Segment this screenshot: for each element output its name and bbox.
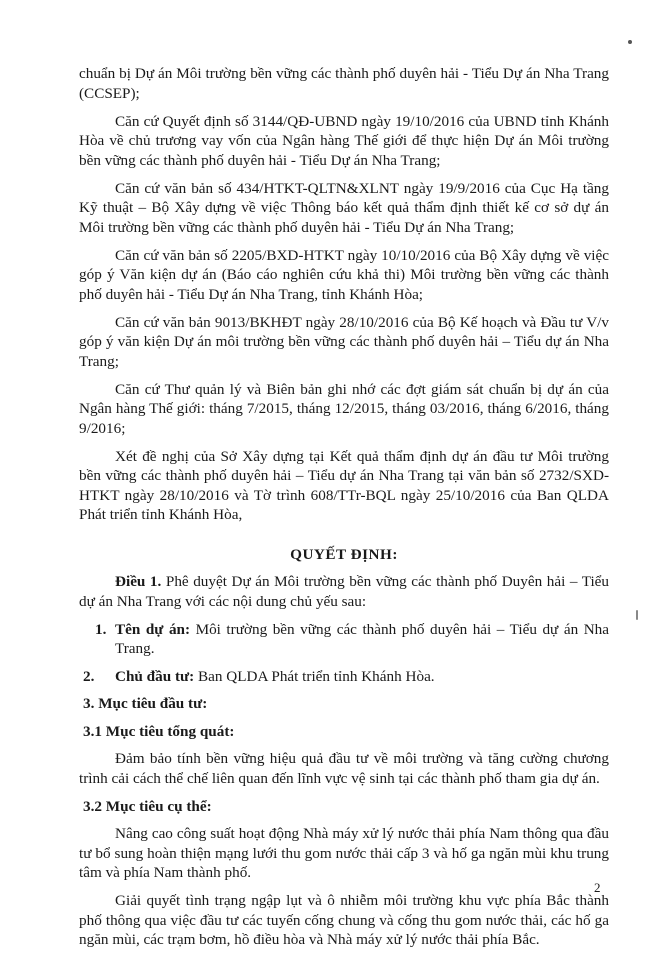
paragraph-general-objective: Đảm bảo tính bền vững hiệu quả đầu tư về môi trường và tăng cường chương trình cải cách thể chế liên quan đến lĩnh vực vệ sinh tại các thành phố tham gia dự án. [79, 750, 609, 787]
paragraph-continuation: chuẩn bị Dự án Môi trường bền vững các thành phố duyên hải - Tiểu Dự án Nha Trang (CCSEP); [79, 65, 609, 102]
article-1 [79, 572, 609, 611]
paragraph-specific-objective: Giải quyết tình trạng ngập lụt và ô nhiễm môi trường khu vực phía Bắc thành phố thông qua việc đầu tư các tuyến cống chung và cống thu gom nước thải, các hố ga ngăn mùi, các trạm bơm, hồ điều hòa và Nhà máy xử lý nước thải phía Bắc. [79, 892, 609, 948]
item-number: 2. [83, 667, 95, 685]
article-label: Điều 1. [115, 573, 162, 590]
scan-speck [628, 40, 632, 44]
paragraph-legal-basis: Căn cứ văn bản số 434/HTKT-QLTN&XLNT ngày 19/9/2016 của Cục Hạ tầng Kỹ thuật – Bộ Xây dựng về việc Thông báo kết quả thẩm định thiết kế cơ sở dự án Môi trường bền vững các thành phố duyên hải - Tiểu Dự án Nha Trang; [79, 179, 609, 236]
document-body [79, 64, 609, 958]
paragraph-proposal: Xét đề nghị của Sở Xây dựng tại Kết quả thẩm định dự án đầu tư Môi trường bền vững các thành phố duyên hải – Tiểu dự án Nha Trang tại văn bản số 2732/SXD-HTKT ngày 28/10/2016 và Tờ trình 608/TTr-BQL ngày 25/10/2016 của Ban QLDA Phát triển tỉnh Khánh Hòa, [79, 447, 609, 523]
section-objectives: 3. Mục tiêu đầu tư: [83, 695, 208, 712]
article-text: Phê duyệt Dự án Môi trường bền vững các thành phố Duyên hải – Tiểu dự án Nha Trang với các nội dung chủ yếu sau: [79, 573, 610, 610]
paragraph-legal-basis: Căn cứ văn bản số 2205/BXD-HTKT ngày 10/10/2016 của Bộ Xây dựng về việc góp ý Văn kiện dự án (Báo cáo nghiên cứu khả thi) Môi trường bền vững các thành phố duyên hải - Tiểu Dự án Nha Trang, tỉnh Khánh Hòa; [79, 246, 609, 303]
item-text: Ban QLDA Phát triển tỉnh Khánh Hòa. [194, 667, 435, 685]
paragraph-legal-basis: Căn cứ văn bản 9013/BKHĐT ngày 28/10/2016 của Bộ Kế hoạch và Đầu tư V/v góp ý văn kiện Dự án môi trường bền vững các thành phố duyên hải – Tiểu dự án Nha Trang; [79, 313, 609, 370]
item-text: Môi trường bền vững các thành phố duyên hải – Tiểu dự án Nha Trang. [115, 620, 609, 657]
section-specific-objective: 3.2 Mục tiêu cụ thể: [83, 797, 212, 815]
item-label: Chủ đầu tư: [115, 667, 195, 685]
item-number: 1. [95, 620, 107, 638]
scan-speck [636, 610, 638, 620]
page-number: 2 [594, 880, 601, 895]
item-investor [79, 667, 609, 687]
item-label: Tên dự án: [115, 620, 191, 638]
decision-heading: QUYẾT ĐỊNH: [290, 545, 398, 563]
paragraph-legal-basis: Căn cứ Quyết định số 3144/QĐ-UBND ngày 19/10/2016 của UBND tỉnh Khánh Hòa về chủ trương vay vốn của Ngân hàng Thế giới để thực hiện Dự án Môi trường bền vững các thành phố duyên hải - Tiểu Dự án Nha Trang; [79, 112, 609, 169]
paragraph-specific-objective: Nâng cao công suất hoạt động Nhà máy xử lý nước thải phía Nam thông qua đầu tư bổ sung hoàn thiện mạng lưới thu gom nước thải cấp 3 và hố ga ngăn mùi khu trung tâm và phía Nam thành phố. [79, 825, 609, 881]
section-general-objective: 3.1 Mục tiêu tổng quát: [83, 722, 235, 740]
paragraph-legal-basis: Căn cứ Thư quản lý và Biên bản ghi nhớ các đợt giám sát chuẩn bị dự án của Ngân hàng Thế giới: tháng 7/2015, tháng 12/2015, tháng 03/2016, tháng 6/2016, tháng 9/2016; [79, 380, 609, 437]
item-project-name [79, 620, 609, 659]
